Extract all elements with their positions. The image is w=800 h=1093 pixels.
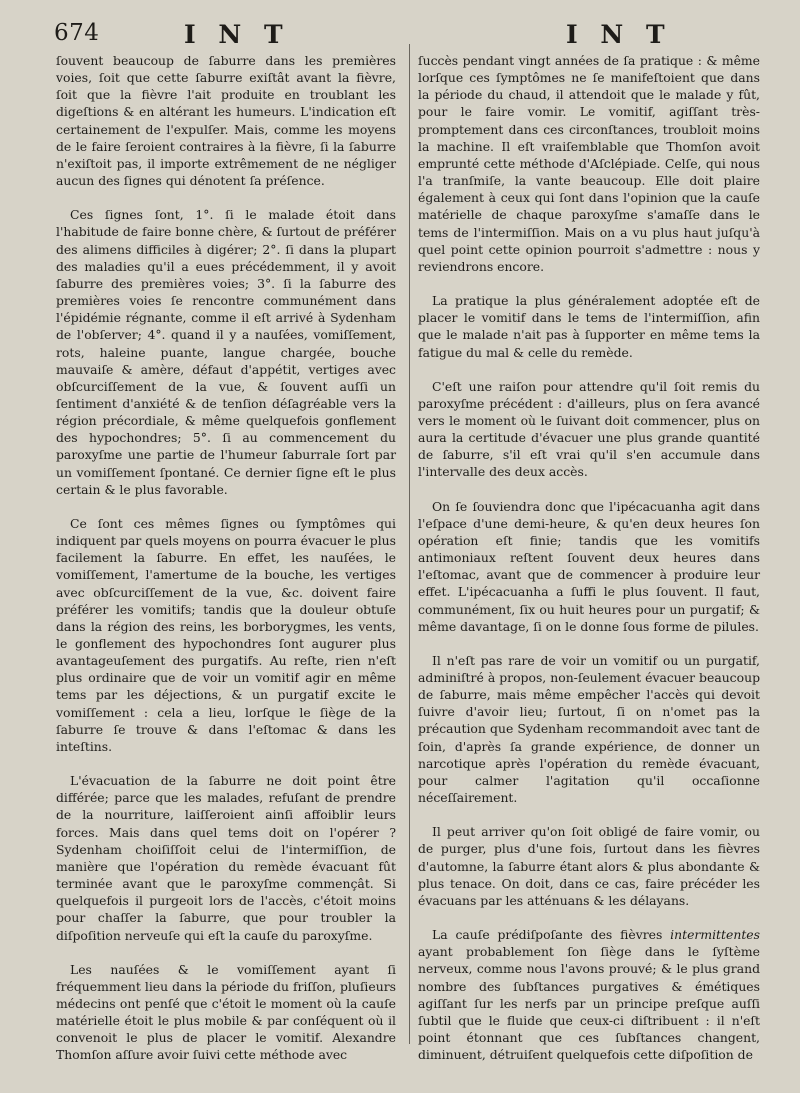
paragraph: La pratique la plus généralement adoptée eſt de placer le vomitif dans le tems de l'intermiſſion, afin que le malade n'ait pas à ſupporter en même tems la fatigue du mal & celle du remède.: [418, 293, 760, 360]
paragraph: Ce ſont ces mêmes ſignes ou ſymptômes qui indiquent par quels moyens on pourra évacuer le plus facilement la ſaburre. En effet, les nauſées, le vomiſſement, l'amertume de la bouche, les vertiges avec obſcurciſſement de la vue, &c. doivent faire préférer les vomitifs; tandis que la douleur obtuſe dans la région des reins, les borborygmes, les vents, le gonflement des hypochondres ſont augurer plus avantageuſement des purgatifs. Au reſte, rien n'eſt plus ordinaire que de voir un vomitif agir en même tems par les déjections, & un purgatif excite le vomiſſement : cela a lieu, lorſque le ſiège de la ſaburre ſe trouve & dans l'eſtomac & dans les inteſtins.: [56, 515, 396, 754]
paragraph: Ces ſignes ſont, 1°. ſi le malade étoit dans l'habitude de faire bonne chère, & ſurtout de préférer des alimens difficiles à digérer; 2°. ſi dans la plupart des maladies qu'il a eues précédemment, il y avoit ſaburre des premières voies; 3°. ſi la ſaburre des premières voies ſe rencontre communément dans l'épidémie régnante, comme il eſt arrivé à Sydenham de l'obſerver; 4°. quand il y a nauſées, vomiſſement, rots, haleine puante, langue chargée, bouche mauvaiſe & amère, défaut d'appétit, vertiges avec obſcurciſſement de la vue, & ſouvent auſſi un ſentiment d'anxiété & de tenſion déſagréable vers la région précordiale, & même quelquefois gonflement des hypochondres; 5°. ſi au commencement du paroxyſme une partie de l'humeur ſaburrale ſort par un vomiſſement ſpontané. Ce dernier ſigne eſt le plus certain & le plus favorable.: [56, 207, 396, 497]
paragraph: Il n'eſt pas rare de voir un vomitif ou un purgatif, adminiſtré à propos, non-ſeulement évacuer beaucoup de ſaburre, mais même empêcher l'accès qui devoit ſuivre d'avoir lieu; ſurtout, ſi on n'omet pas la précaution que Sydenham recommandoit avec tant de ſoin, d'après ſa grande expérience, de donner un narcotique après l'opération du remède évacuant, pour calmer l'agitation qu'il occaſionne néceſſairement.: [418, 652, 760, 806]
paragraph: C'eſt une raiſon pour attendre qu'il ſoit remis du paroxyſme précédent : d'ailleurs, plus on ſera avancé vers le moment où le ſuivant doit commencer, plus on aura la certitude d'évacuer une plus grande quantité de ſaburre, s'il eſt vrai qu'il s'en accumule dans l'intervalle des deux accès.: [418, 378, 760, 480]
running-header: [0, 14, 800, 48]
paragraph: On ſe ſouviendra donc que l'ipécacuanha agit dans l'eſpace d'une demi-heure, & qu'en deux heures ſon opération eſt finie; tandis que les vomitifs antimoniaux reſtent ſouvent deux heures dans l'eſtomac, avant que de commencer à produire leur effet. L'ipécacuanha a ſuffi le plus ſouvent. Il faut, communément, ſix ou huit heures pour un purgatif; & même davantage, ſi on le donne ſous forme de pilules.: [418, 498, 760, 634]
left-running-title: I N T: [184, 20, 290, 49]
paragraph: [418, 926, 760, 1063]
left-column: [56, 52, 396, 1081]
paragraph: L'évacuation de la ſaburre ne doit point être différée; parce que les malades, refuſant de prendre de la nourriture, laiſſeroient ainſi affoiblir leurs forces. Mais dans quel tems doit on l'opérer ? Sydenham choiſiſſoit celui de l'intermiſſion, de manière que l'opération du remède évacuant fût terminée avant que le paroxyſme commençât. Si quelquefois il purgeoit lors de l'accès, c'étoit moins pour chaſſer la ſaburre, que pour troubler la diſpoſition nerveuſe qui eſt la cauſe du paroxyſme.: [56, 773, 396, 943]
column-divider: [409, 44, 410, 1044]
right-running-title: I N T: [566, 20, 672, 49]
italic-term: intermittentes: [670, 927, 760, 943]
page-number: 674: [54, 20, 100, 46]
paragraph-lead: La cauſe prédiſpoſante des fièvres: [432, 927, 671, 943]
paragraph: ſuccès pendant vingt années de ſa pratique : & même lorſque ces ſymptômes ne ſe manifeſtoient que dans la période du chaud, il attendoit que le malade y fût, pour le faire vomir. Le vomitif, agiſſant très-promptement dans ces circonſtances, troubloit moins la machine. Il eſt vraiſemblable que Thomſon avoit emprunté cette méthode d'Aſclépiade. Celſe, qui nous l'a tranſmiſe, la vante beaucoup. Elle doit plaire également à ceux qui ſont dans l'opinion que la cauſe matérielle de chaque paroxyſme s'amaſſe dans le tems de l'intermiſſion. Mais on a vu plus haut juſqu'à quel point cette opinion pourroit s'admettre : nous y reviendrons encore.: [418, 53, 760, 274]
right-column: [418, 52, 760, 1080]
paragraph-rest: ayant probablement ſon ſiège dans le ſyſtème nerveux, comme nous l'avons prouvé; & le plus grand nombre des ſubſtances purgatives & émétiques agiſſant ſur les nerfs par un principe preſque auſſi ſubtil que le fluide que ceux-ci diſtribuent : il n'eſt point étonnant que ces ſubſtances changent, diminuent, détruiſent quelquefois cette diſpoſition de: [418, 944, 760, 1063]
paragraph: Il peut arriver qu'on ſoit obligé de faire vomir, ou de purger, plus d'une fois, ſurtout dans les fièvres d'automne, la ſaburre étant alors & plus abondante & plus tenace. On doit, dans ce cas, faire précéder les évacuans par les atténuans & les délayans.: [418, 824, 760, 908]
paragraph: ſouvent beaucoup de ſaburre dans les premières voies, ſoit que cette ſaburre exiſtât avant la fièvre, ſoit que la fièvre l'ait produite en troublant les digeſtions & en altérant les humeurs. L'indication eſt certainement de l'expulſer. Mais, comme les moyens de le faire ſeroient contraires à la fièvre, ſi la ſaburre n'exiſtoit pas, il importe extrêmement de ne négliger aucun des ſignes qui dénotent ſa préſence.: [56, 53, 396, 189]
paragraph: Les nauſées & le vomiſſement ayant ſi fréquemment lieu dans la période du friſſon, pluſieurs médecins ont penſé que c'étoit le moment où la cauſe matérielle étoit le plus mobile & par conſéquent où il convenoit le plus de placer le vomitif. Alexandre Thomſon aſſure avoir ſuivi cette méthode avec: [56, 961, 396, 1063]
